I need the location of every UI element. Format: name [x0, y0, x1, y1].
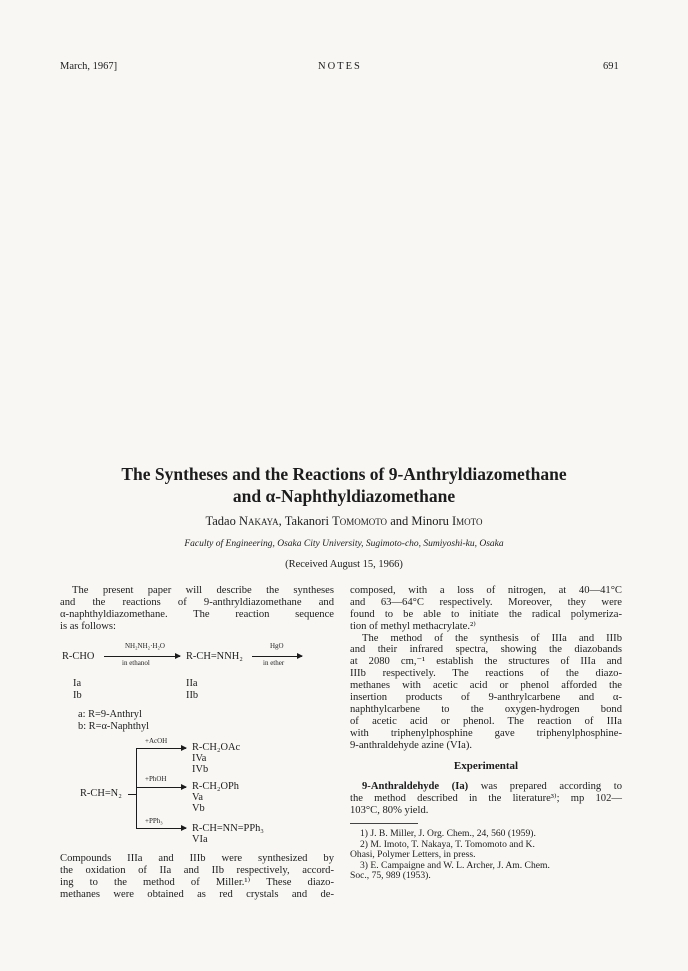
experimental-line: 103°C, 80% yield.: [350, 804, 429, 816]
author-3-last: Imoto: [452, 514, 483, 528]
scheme-solvent-2: in ether: [263, 659, 285, 667]
compound-label: Va: [192, 792, 203, 803]
scheme-product-1: R-CH=NNH₂: [186, 651, 243, 662]
affiliation: Faculty of Engineering, Osaka City University, Sugimoto-cho, Sumiyoshi-ku, Osaka: [184, 539, 504, 549]
branch-arrow-1: [136, 748, 186, 749]
right-body-line: found to be able to initiate the radical polymeriza-: [350, 608, 622, 620]
footnote-2-cont: Ohasi, Polymer Letters, in press.: [350, 849, 476, 861]
right-body-line: with triphenylphosphine gave triphenylphosphine-: [350, 727, 622, 739]
footnote-3: 3) E. Campaigne and W. L. Archer, J. Am. Chem.: [360, 859, 550, 871]
experimental-line-rest: was prepared according to: [480, 781, 622, 792]
branch-connector: [128, 794, 136, 795]
footnote-1: 1) J. B. Miller, J. Org. Chem., 24, 560 (1959).: [360, 828, 536, 839]
branch-reagent-acoh: +AcOH: [145, 737, 168, 745]
experimental-line: the method described in the literature³⁾; mp 102—: [350, 792, 622, 804]
author-3-first: Minoru: [411, 514, 449, 528]
section-heading-experimental: Experimental: [453, 760, 519, 772]
branch-reagent-phoh: +PhOH: [145, 775, 167, 783]
left-body-line: Compounds IIIa and IIIb were synthesized by: [60, 853, 334, 864]
running-header-left: March, 1967]: [60, 61, 118, 72]
compound-label: IIa: [186, 678, 198, 689]
scheme-diazo: R-CH=N₂: [80, 788, 122, 799]
left-intro-paragraph: [60, 585, 334, 633]
left-intro-line: α-naphthyldiazomethane. The reaction sequence: [60, 608, 334, 620]
received-date: (Received August 15, 1966): [285, 559, 403, 570]
reaction-arrow-2: [252, 656, 302, 657]
left-body-paragraph: [60, 853, 334, 901]
footnotes: [350, 829, 622, 882]
title-line-2: and α-Naphthyldiazomethane: [232, 486, 456, 506]
authors: Tadao Nakaya, Takanori Tomomoto and Minoru Imoto: [205, 514, 483, 528]
footnote-2: 2) M. Imoto, T. Nakaya, T. Tomomoto and K.: [360, 838, 535, 850]
right-body-line: IIIb respectively. The reactions of the diazo-: [350, 668, 622, 680]
scheme-reagent-2: HgO: [270, 642, 284, 650]
author-2-last: Tomomoto: [332, 514, 388, 528]
right-body-line: methanes with acetic acid or phenol afforded the: [350, 680, 622, 692]
scheme-start: R-CHO: [62, 651, 95, 662]
compound-label: Ib: [73, 690, 82, 701]
right-body-line: tion of methyl methacrylate.²⁾: [350, 620, 476, 632]
right-body-line: naphthylcarbene to the oxygen-hydrogen bond: [350, 703, 622, 715]
right-body-line: 9-anthraldehyde azine (VIa).: [350, 739, 473, 751]
product-phenyl-ether: R-CH₂OPh: [192, 781, 239, 792]
branch-reagent-pph3: +PPh₃: [145, 817, 163, 825]
compound-label: IVa: [192, 753, 207, 764]
experimental-paragraph: [350, 781, 622, 817]
left-intro-line: and the reactions of 9-anthryldiazomethane and: [60, 596, 334, 608]
scheme-solvent-1: in ethanol: [122, 659, 150, 667]
compound-name-bold: 9-Anthraldehyde (Ia): [362, 781, 469, 792]
compound-label: VIa: [192, 834, 208, 845]
scheme-reagent-1: NH₂NH₂·H₂O: [125, 642, 165, 650]
author-1-first: Tadao: [205, 514, 236, 528]
product-azine: R-CH=NN=PPh₃: [192, 823, 264, 834]
compound-label: IVb: [192, 764, 209, 775]
page-number: 691: [603, 61, 619, 72]
compound-label: IIb: [186, 690, 199, 701]
left-intro-line: The present paper will describe the syntheses: [72, 585, 334, 596]
right-body-line: at 2080 cm,⁻¹ establish the structures of IIIa and: [350, 656, 622, 668]
right-body-line: composed, with a loss of nitrogen, at 40—41°C: [350, 585, 622, 596]
footnote-rule: [350, 823, 418, 824]
right-body-line: and 63—64°C respectively. Moreover, they were: [350, 596, 622, 608]
author-2-first: Takanori: [284, 514, 329, 528]
substituent-definition: a: R=9-Anthryl: [78, 709, 142, 720]
left-body-line: the oxidation of IIa and IIb respectively, accord-: [60, 864, 334, 876]
branch-line: [136, 748, 137, 828]
compound-label: Vb: [192, 803, 205, 814]
footnote-3-cont: Soc., 75, 989 (1953).: [350, 870, 431, 882]
right-body-line: The method of the synthesis of IIIa and IIIb: [362, 632, 622, 644]
branch-arrow-2: [136, 787, 186, 788]
right-body-line: of acetic acid or phenol. The reaction of IIIa: [350, 715, 622, 727]
left-body-line: ing to the method of Miller.¹⁾ These diazo-: [60, 876, 334, 888]
author-1-last: Nakaya: [238, 514, 279, 528]
title-line-1: The Syntheses and the Reactions of 9-Anthryldiazomethane: [121, 464, 567, 484]
right-body-paragraph: [350, 585, 622, 751]
branch-arrow-3: [136, 828, 186, 829]
right-body-line: and their infrared spectra, showing the diazobands: [350, 644, 622, 656]
left-intro-line: is as follows:: [60, 620, 116, 632]
authors-and: and: [390, 514, 409, 528]
right-body-line: insertion products of 9-anthrylcarbene and α-: [350, 692, 622, 704]
running-header-center: NOTES: [318, 61, 362, 72]
product-acetate: R-CH₂OAc: [192, 742, 241, 753]
compound-label: Ia: [73, 678, 82, 689]
left-body-line: methanes were obtained as red crystals and de-: [60, 888, 334, 900]
substituent-definition: b: R=α-Naphthyl: [78, 721, 150, 732]
experimental-line: [350, 781, 622, 793]
reaction-arrow-1: [104, 656, 180, 657]
